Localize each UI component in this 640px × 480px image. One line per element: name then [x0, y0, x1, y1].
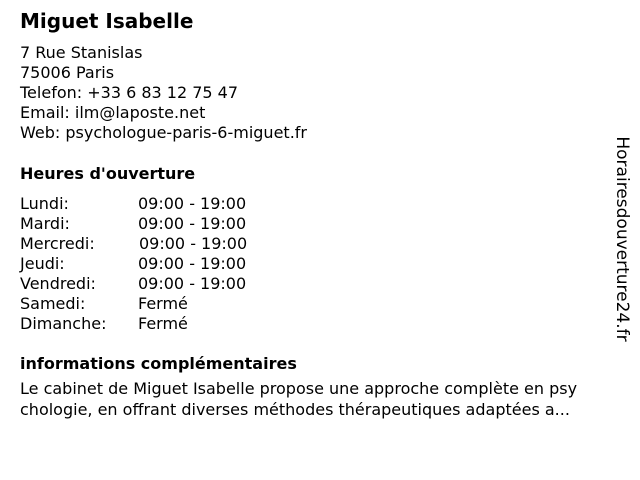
hours-row: [20, 314, 247, 334]
hours-row: [20, 274, 247, 294]
info-heading: informations complémentaires: [20, 354, 297, 373]
time-value: 09:00 - 19:00: [139, 234, 248, 253]
info-line: chologie, en offrant diverses méthodes thérapeutiques adaptées a...: [20, 400, 570, 419]
day-label: Dimanche:: [20, 314, 107, 333]
contact-details: [20, 43, 307, 143]
phone-number: Telefon: +33 6 83 12 75 47: [20, 83, 239, 102]
day-label: Vendredi:: [20, 274, 96, 293]
site-watermark: [610, 134, 634, 344]
hours-heading: Heures d'ouverture: [20, 164, 196, 183]
email-address: Email: ilm@laposte.net: [20, 103, 206, 122]
city-address: 75006 Paris: [20, 63, 115, 82]
watermark-text: Horairesdouverture24.fr: [612, 136, 632, 342]
business-name: Miguet Isabelle: [20, 9, 194, 33]
hours-row: [20, 254, 247, 274]
opening-hours-list: [20, 194, 247, 334]
info-line: Le cabinet de Miguet Isabelle propose une approche complète en psy: [20, 379, 578, 398]
day-label: Jeudi:: [20, 254, 65, 273]
time-value: 09:00 - 19:00: [138, 214, 247, 233]
day-label: Lundi:: [20, 194, 69, 213]
time-value: 09:00 - 19:00: [138, 194, 247, 213]
hours-row: [20, 294, 247, 314]
hours-row: [20, 214, 247, 234]
street-address: 7 Rue Stanislas: [20, 43, 143, 62]
day-label: Mardi:: [20, 214, 70, 233]
time-value: Fermé: [138, 294, 188, 313]
time-value: 09:00 - 19:00: [138, 274, 247, 293]
time-value: Fermé: [138, 314, 188, 333]
hours-row: [20, 194, 247, 214]
info-description: [20, 378, 620, 420]
hours-row: [20, 234, 247, 254]
website-address: Web: psychologue-paris-6-miguet.fr: [20, 123, 307, 142]
day-label: Samedi:: [20, 294, 86, 313]
time-value: 09:00 - 19:00: [138, 254, 247, 273]
day-label: Mercredi:: [20, 234, 95, 253]
